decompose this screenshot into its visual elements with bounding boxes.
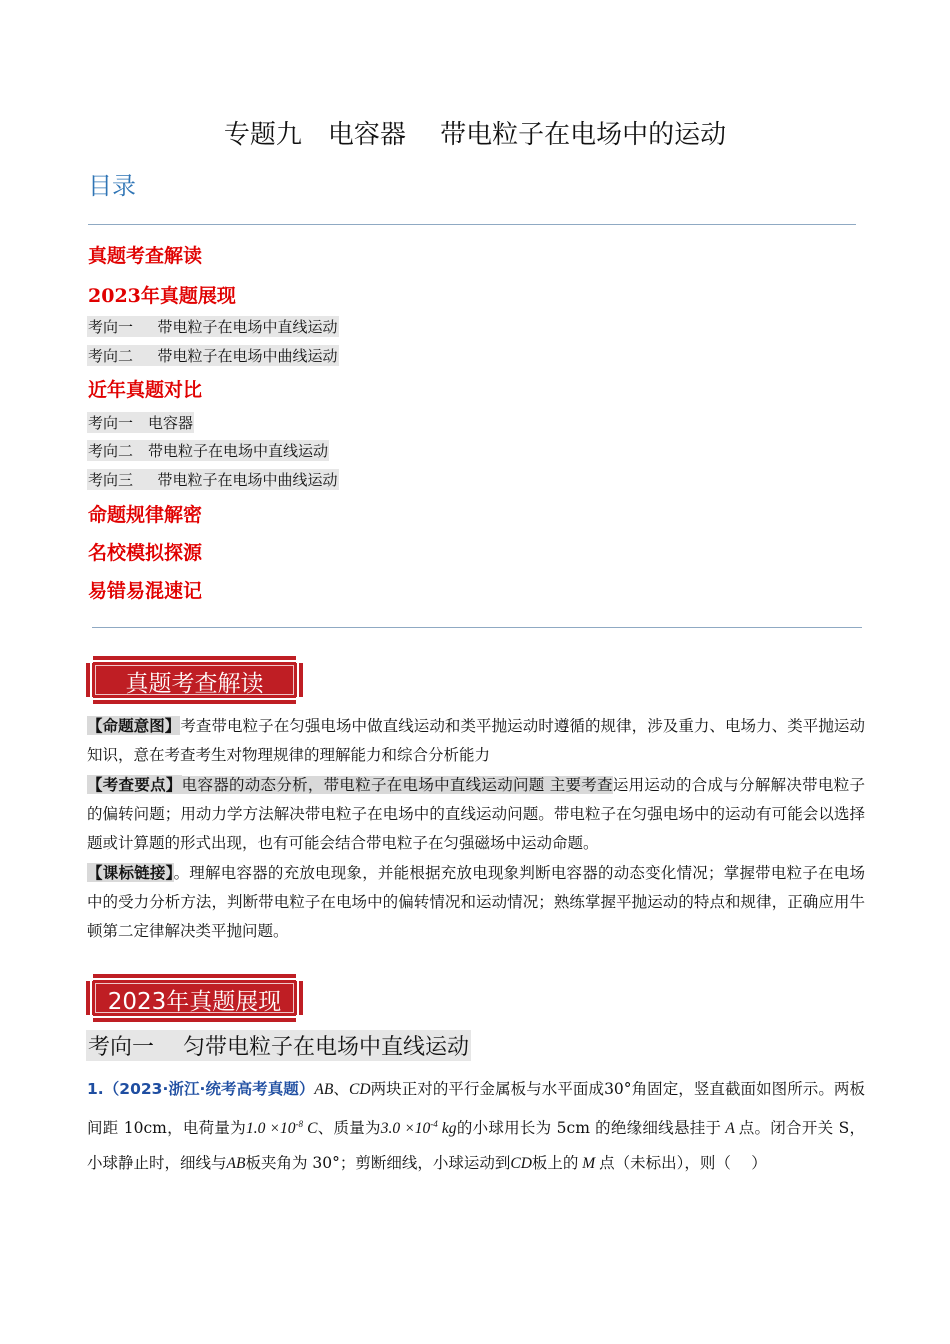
toc-item-sub[interactable]: 考向三 带电粒子在电场中曲线运动 [88, 471, 338, 489]
toc-item-sub[interactable]: 考向一 电容器 [88, 414, 194, 432]
link-text: 。理解电容器的充放电现象，并能根据充放电现象判断电容器的动态变化情况；掌握带电粒子在电场中的受力分析方法，判断带电粒子在电场中的偏转情况和运动情况；熟练掌握平抛运动的特点和规律，正确应用牛顿第二定律解决类平抛问题。 [87, 864, 865, 940]
toc-item-main[interactable]: 近年真题对比 [88, 379, 203, 401]
link-label: 【课标链接】 [87, 863, 174, 882]
points-label: 【考查要点】 [87, 775, 182, 794]
question-1: 1.（2023·浙江·统考高考真题）AB、CD两块正对的平行金属板与水平面成30°角固定，竖直截面如图所示。两板间距 10cm，电荷量为$1.0 \times 10^{-8}$ C、质量为$3.0 \times 10^{-4}$ kg的小球用长为 5cm 的绝缘细线悬挂于 A 点。闭合开关 S，小球静止时，细线与AB板夹角为 30°；剪断细线，小球运动到CD板上的 M 点（未标出），则（ ） [87, 1080, 865, 1173]
toc-item-sub[interactable]: 考向一 带电粒子在电场中直线运动 [88, 318, 338, 336]
toc-item-main[interactable]: 真题考查解读 [88, 245, 203, 267]
direction-heading: 考向一 匀带电粒子在电场中直线运动 [86, 1030, 471, 1061]
toc-bottom-divider [92, 627, 862, 628]
toc-heading: 目录 [88, 172, 136, 200]
toc-top-divider [88, 224, 856, 225]
mass-value: $3.0 \times 10^{-4}$ kg [380, 1119, 457, 1138]
document-title: 专题九 电容器 带电粒子在电场中的运动 [223, 120, 727, 150]
points-text: 运用运动的合成与分解解决带电粒子的偏转问题；用动力学方法解决带电粒子在电场中的直线运动问题。带电粒子在匀强电场中的运动有可能会以选择题或计算题的形式出现，也有可能会结合带电粒子在匀强磁场中运动命题。 [87, 776, 865, 852]
banner-label: 真题考查解读 [125, 671, 264, 697]
section-banner [86, 974, 303, 1022]
section-banner [86, 656, 303, 704]
intent-label: 【命题意图】 [87, 716, 181, 735]
toc-item-main[interactable]: 名校模拟探源 [88, 542, 203, 564]
toc-item-main[interactable]: 命题规律解密 [88, 504, 203, 526]
toc-item-sub[interactable]: 考向二 带电粒子在电场中曲线运动 [88, 347, 338, 365]
toc-item-main[interactable]: 易错易混速记 [88, 580, 203, 602]
toc-item-sub[interactable]: 考向二 带电粒子在电场中直线运动 [88, 442, 329, 460]
question-number: 1.（2023·浙江·统考高考真题） [87, 1080, 315, 1098]
banner-label: 2023年真题展现 [107, 989, 282, 1015]
intent-text: 考查带电粒子在匀强电场中做直线运动和类平抛运动时遵循的规律，涉及重力、电场力、类平抛运动知识，意在考查考生对物理规律的理解能力和综合分析能力 [87, 717, 865, 764]
points-highlight: 电容器的动态分析，带电粒子在电场中直线运动问题 主要考查 [181, 776, 613, 794]
toc-item-main[interactable]: 2023年真题展现 [88, 285, 236, 307]
charge-value: $1.0 \times 10^{-8}$ C [245, 1119, 318, 1138]
exam-analysis-text [87, 711, 865, 946]
